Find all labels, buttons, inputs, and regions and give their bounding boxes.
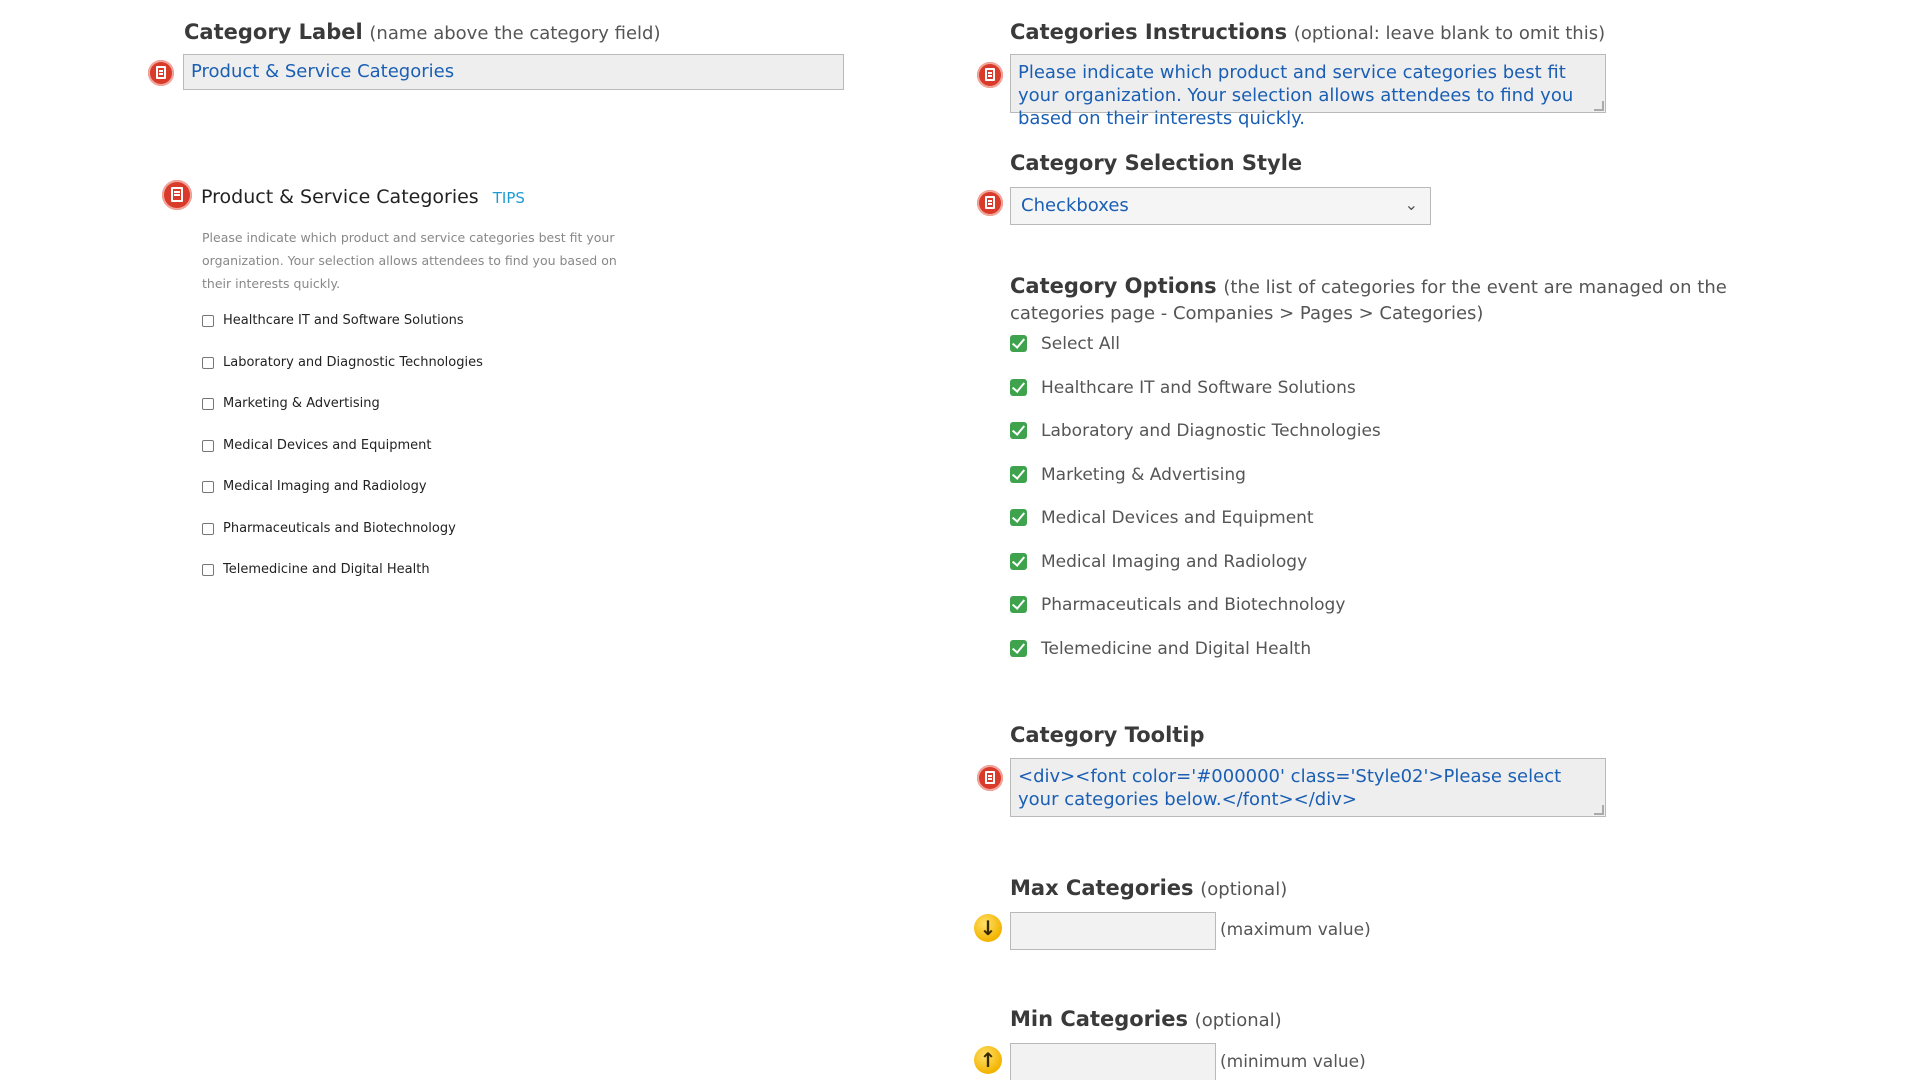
resize-handle-icon[interactable] (1594, 805, 1604, 815)
option-label: Medical Devices and Equipment (1041, 508, 1314, 528)
option-checkbox[interactable] (1010, 509, 1027, 526)
categories-instructions-textarea[interactable]: Please indicate which product and service categories best fit your organization. Your selection allows attendees to find you based on their interests quickly. (1010, 54, 1606, 113)
preview-instructions: Please indicate which product and service categories best fit your organization. Your selection allows attendees to find you based on their interests quickly. (202, 230, 617, 291)
arrow-down-icon: ↓ (974, 914, 1002, 942)
category-tooltip-textarea[interactable]: <div><font color='#000000' class='Style02'>Please select your categories below.</font></div> (1010, 758, 1606, 817)
preview-title: Product & Service Categories TIPS (201, 186, 525, 208)
option-label: Pharmaceuticals and Biotechnology (1041, 595, 1346, 615)
category-tooltip-heading: Category Tooltip (1010, 723, 1205, 747)
preview-checkbox[interactable] (202, 481, 214, 493)
arrow-up-icon: ↑ (974, 1046, 1002, 1074)
document-edit-icon[interactable] (148, 60, 174, 86)
categories-instructions-heading: Categories Instructions (optional: leave blank to omit this) (1010, 20, 1606, 44)
option-label: Telemedicine and Digital Health (1041, 639, 1312, 659)
category-label-input[interactable]: Product & Service Categories (183, 54, 844, 90)
option-checkbox[interactable] (1010, 466, 1027, 483)
preview-item-label: Healthcare IT and Software Solutions (223, 313, 464, 328)
document-edit-icon[interactable] (977, 62, 1003, 88)
option-label: Marketing & Advertising (1041, 465, 1246, 485)
preview-item-label: Marketing & Advertising (223, 396, 380, 411)
preview-item-label: Medical Devices and Equipment (223, 438, 432, 453)
preview-checkbox[interactable] (202, 523, 214, 535)
preview-item-label: Laboratory and Diagnostic Technologies (223, 355, 483, 370)
min-categories-suffix: (minimum value) (1220, 1052, 1366, 1072)
option-checkbox[interactable] (1010, 553, 1027, 570)
tips-link[interactable]: TIPS (492, 189, 525, 207)
preview-checkbox[interactable] (202, 357, 214, 369)
option-checkbox[interactable] (1010, 640, 1027, 657)
max-categories-suffix: (maximum value) (1220, 920, 1371, 940)
min-categories-heading: Min Categories (optional) (1010, 1007, 1282, 1031)
option-label: Healthcare IT and Software Solutions (1041, 378, 1356, 398)
document-edit-icon[interactable] (162, 180, 192, 210)
category-options-heading: Category Options (the list of categories for the event are managed on the categories page - Companies > Pages > Categories) (1010, 274, 1727, 324)
option-label: Medical Imaging and Radiology (1041, 552, 1308, 572)
preview-checkbox[interactable] (202, 440, 214, 452)
chevron-down-icon: ⌄ (1404, 195, 1418, 214)
option-checkbox[interactable] (1010, 379, 1027, 396)
document-edit-icon[interactable] (977, 765, 1003, 791)
preview-item-label: Medical Imaging and Radiology (223, 479, 427, 494)
preview-item-label: Telemedicine and Digital Health (223, 562, 430, 577)
category-label-heading: Category Label (name above the category field) (184, 20, 661, 44)
option-checkbox[interactable] (1010, 596, 1027, 613)
option-label: Laboratory and Diagnostic Technologies (1041, 421, 1381, 441)
document-edit-icon[interactable] (977, 190, 1003, 216)
resize-handle-icon[interactable] (1594, 101, 1604, 111)
select-all-checkbox[interactable] (1010, 335, 1027, 352)
preview-checkbox[interactable] (202, 315, 214, 327)
option-label: Select All (1041, 334, 1120, 354)
option-checkbox[interactable] (1010, 422, 1027, 439)
selection-style-heading: Category Selection Style (1010, 151, 1303, 175)
min-categories-input[interactable] (1010, 1043, 1216, 1080)
preview-checkbox[interactable] (202, 564, 214, 576)
max-categories-heading: Max Categories (optional) (1010, 876, 1288, 900)
preview-item-label: Pharmaceuticals and Biotechnology (223, 521, 456, 536)
selection-style-select[interactable]: Checkboxes ⌄ (1010, 187, 1431, 225)
preview-checkbox[interactable] (202, 398, 214, 410)
max-categories-input[interactable] (1010, 912, 1216, 950)
